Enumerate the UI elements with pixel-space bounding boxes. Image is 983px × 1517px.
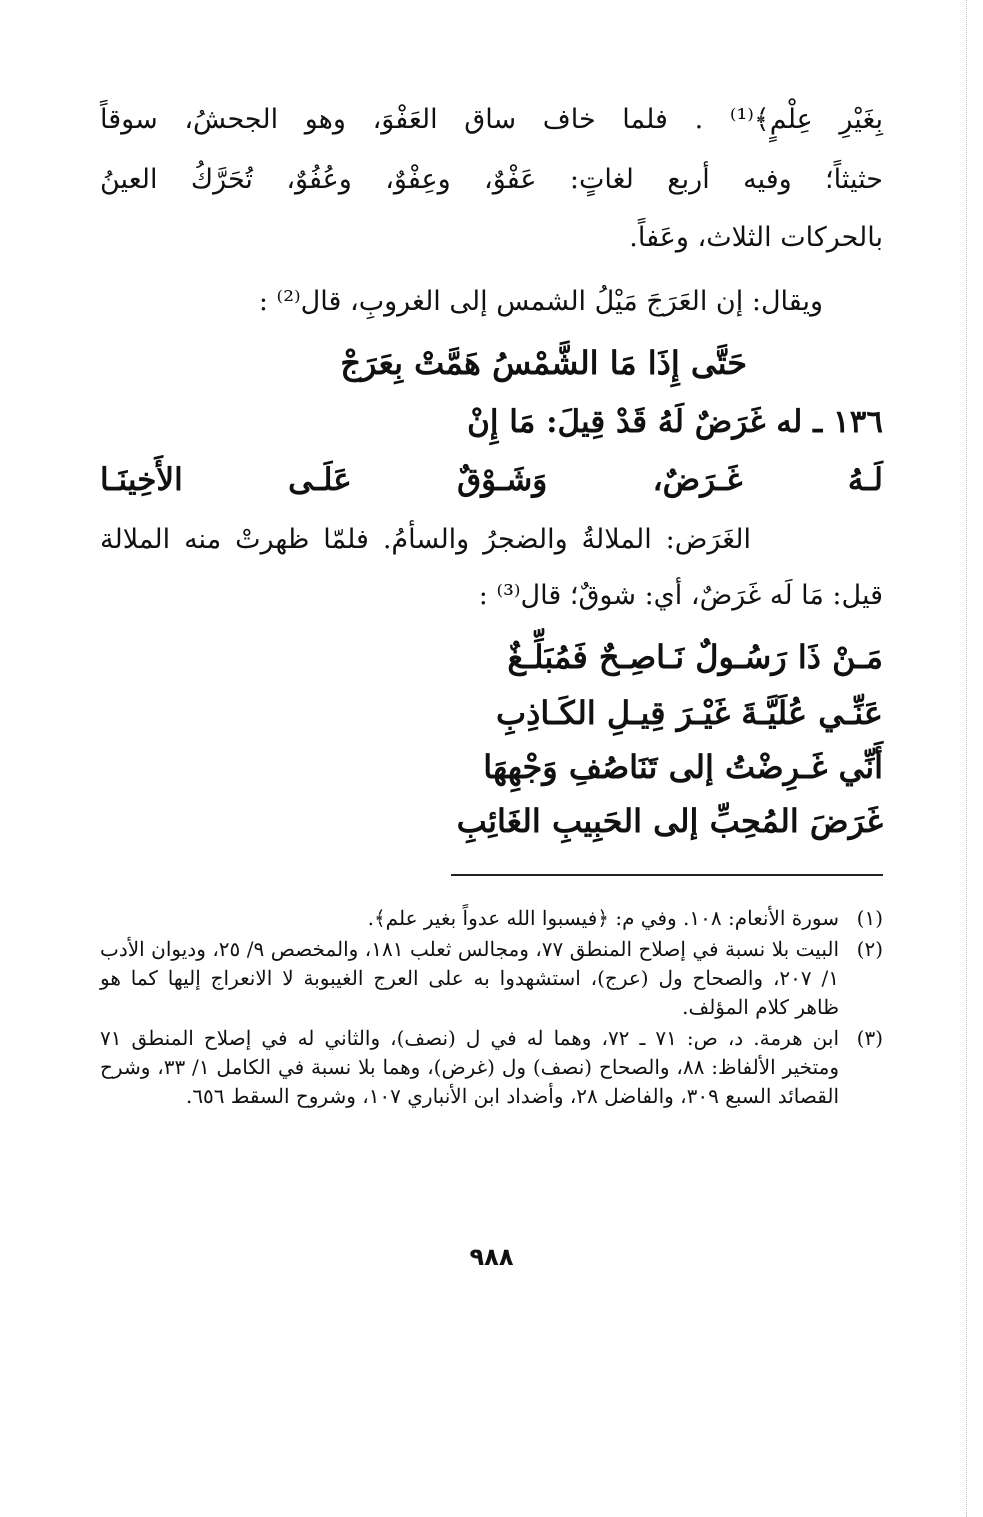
verse-line: عَنِّـي عُلَيَّـةَ غَيْـرَ قِيـلِ الكَـاذِبِ: [495, 694, 883, 732]
footnotes: [100, 904, 883, 1111]
verse-line: حَتَّى إِذَا مَا الشَّمْسُ هَمَّتْ بِعَرَجْ: [340, 344, 747, 382]
entry-heading-verse: لَـهُ غَـرَضٌ، وَشَـوْقٌ عَلَـى الأَخِينَـا: [100, 462, 883, 498]
footnote-divider: [451, 874, 883, 876]
paragraph-line: حثيثاً؛ وفيه أربع لغاتٍ: عَفْوٌ، وعِفْوٌ، وعُفُوٌ، تُحَرَّكُ العينُ: [100, 164, 883, 195]
entry-heading: ١٣٦ ـ له غَرَضٌ لَهُ قَدْ قِيلَ: مَا إِنْ: [467, 404, 883, 440]
verse-line: غَرَضَ المُحِبِّ إلى الحَبِيبِ الغَائِبِ: [456, 802, 883, 840]
footnote: [100, 904, 883, 933]
paragraph-line: قيل: مَا لَه غَرَضٌ، أي: شوقٌ؛ قال⁽³⁾ :: [478, 580, 883, 611]
footnote-number: (٢): [856, 937, 883, 961]
page-number: ٩٨٨: [469, 1243, 514, 1271]
footnote-number: (١): [856, 906, 883, 930]
footnote-text: ابن هرمة. د، ص: ٧١ ـ ٧٢، وهما له في ل (نصف)، والثاني له في إصلاح المنطق ٧١ ومتخير الألفاظ: ٨٨، والصحاح (نصف) ول (غرض)، وهما بلا نسبة في الكامل ١/ ٣٣، وشرح القصائد السبع ٣٠٩، والفاضل ٢٨، وأضداد ابن الأنباري ١٠٧، وشروح السقط ٦٥٦.: [100, 1026, 840, 1108]
footnote-text: البيت بلا نسبة في إصلاح المنطق ٧٧، ومجالس ثعلب ١٨١، والمخصص ٩/ ٢٥، وديوان الأدب ١/ ٢٠٧، والصحاح ول (عرج)، استشهدوا به على العرج الغيبوبة لا الانعراج إليها كما هو ظاهر كلام المؤلف.: [100, 937, 840, 1019]
paragraph-line: بالحركات الثلاث، وعَفاً.: [629, 222, 883, 253]
footnote-text: سورة الأنعام: ١٠٨. وفي م: ﴿فيسبوا الله عدواً بغير علم﴾.: [367, 906, 839, 930]
paragraph-line: بِغَيْرِ عِلْمٍ﴾⁽¹⁾ . فلما خاف ساق العَفْوَ، وهو الجحشُ، سوقاً: [100, 104, 883, 135]
footnote-number: (٣): [856, 1026, 883, 1050]
paragraph-line: ويقال: إن العَرَجَ مَيْلُ الشمس إلى الغروبِ، قال⁽²⁾ :: [258, 286, 823, 317]
verse-line: أَنِّي غَـرِضْتُ إلى تَنَاصُفِ وَجْهِهَا: [483, 748, 883, 786]
footnote: [100, 1024, 883, 1111]
scan-edge-line: [966, 0, 968, 1517]
verse-line: مَـنْ ذَا رَسُـولٌ نَـاصِـحٌ فَمُبَلِّـغٌ: [507, 638, 883, 676]
paragraph-line: الغَرَض: الملالةُ والضجرُ والسأمُ. فلمّا ظهرتْ منه الملالة: [100, 524, 751, 555]
footnote: [100, 935, 883, 1022]
